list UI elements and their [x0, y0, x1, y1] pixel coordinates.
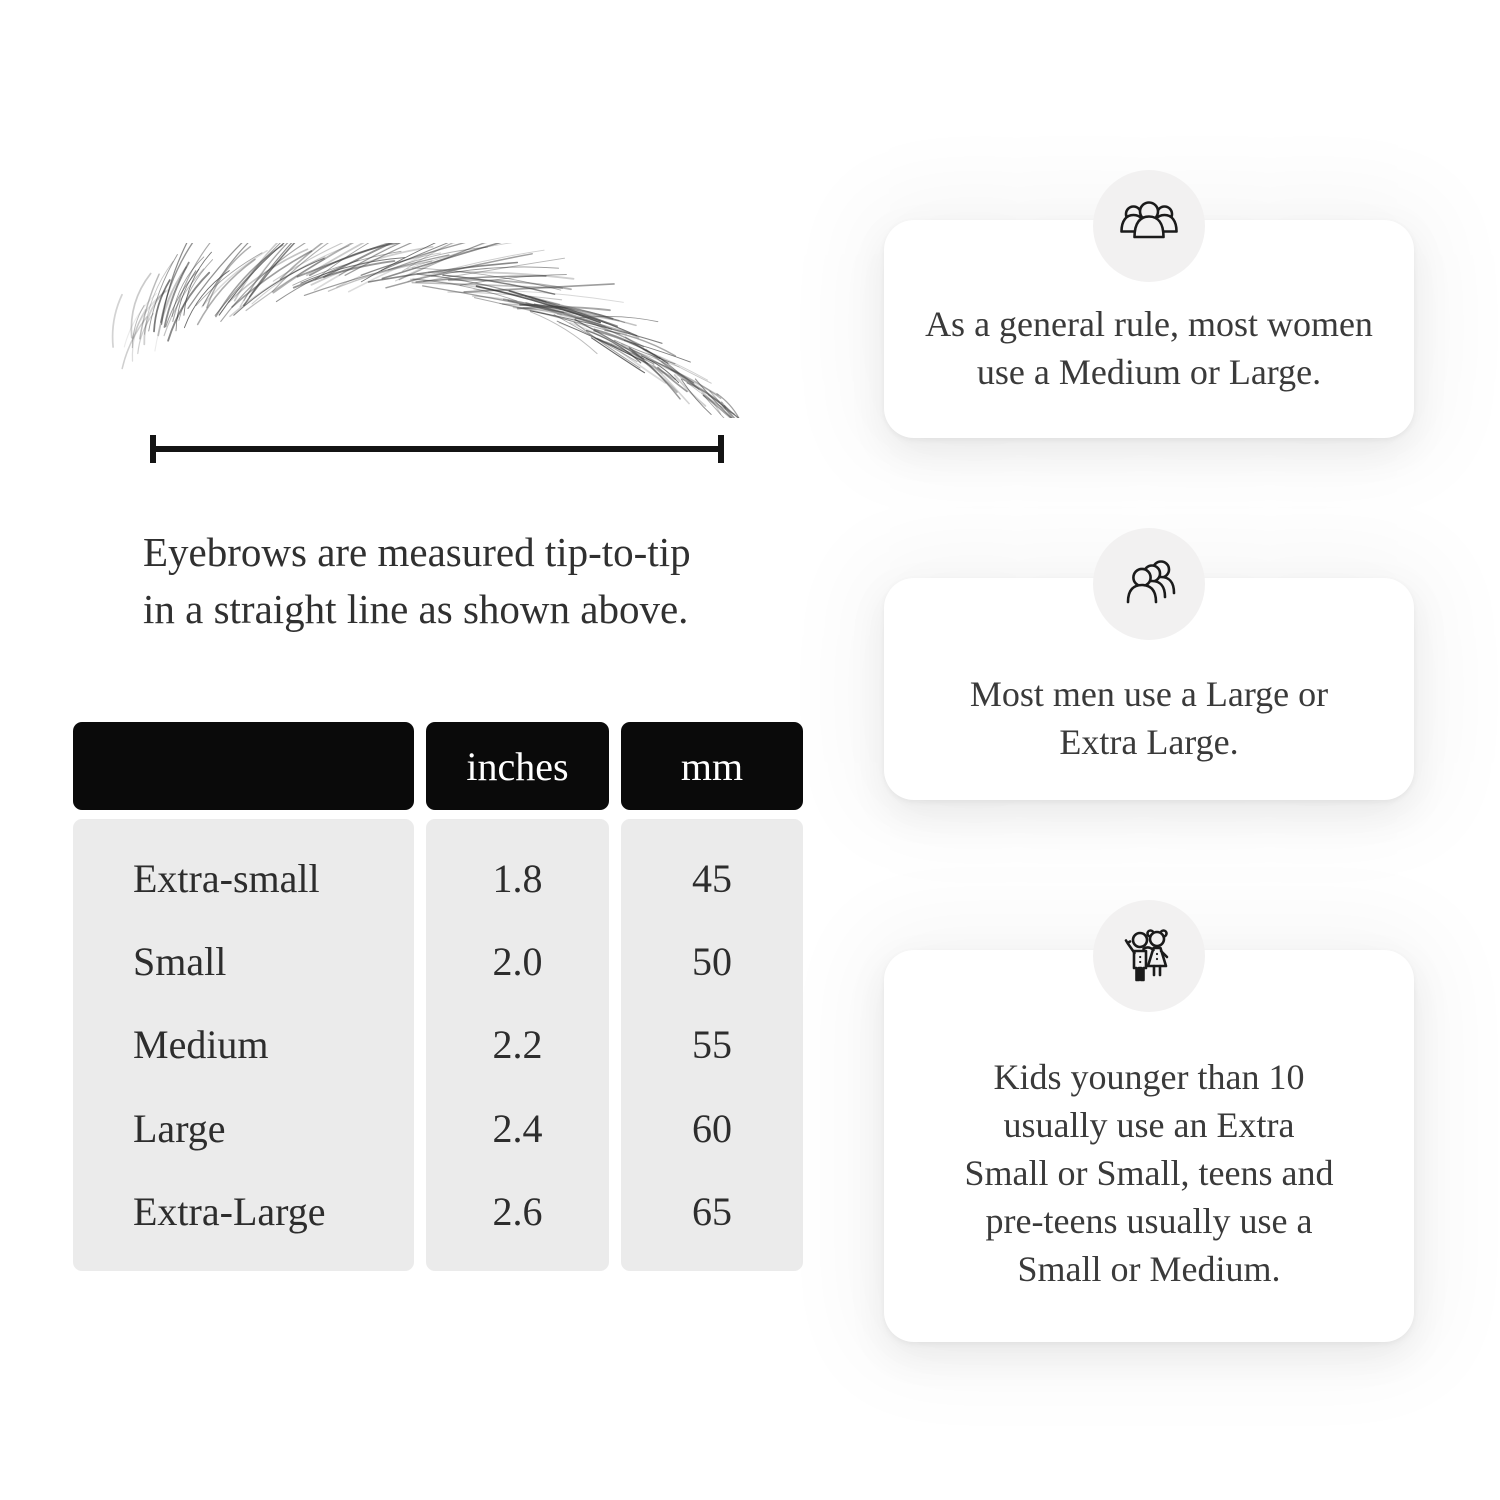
card-text-line: Kids younger than 10	[993, 1057, 1305, 1097]
card-text-line: As a general rule, most women	[925, 304, 1373, 344]
card-text-line: Small or Medium.	[1017, 1249, 1281, 1289]
mm-cell: 45	[692, 856, 732, 902]
inches-cell: 2.0	[492, 939, 543, 985]
mm-cell: 55	[692, 1022, 732, 1068]
card-text-line: usually use an Extra	[1003, 1105, 1295, 1145]
inches-column	[426, 819, 609, 1271]
card-women	[884, 220, 1414, 438]
header-cell-mm: mm	[621, 722, 803, 810]
inches-cell: 2.6	[492, 1188, 543, 1234]
men-group-icon	[1093, 528, 1205, 640]
size-cell: Extra-small	[133, 856, 320, 902]
card-text-line: Extra Large.	[1059, 722, 1239, 762]
card-text-line: Most men use a Large or	[969, 674, 1329, 714]
measurement-line	[152, 446, 722, 452]
mm-column	[621, 819, 803, 1271]
size-cell: Extra-Large	[133, 1188, 326, 1234]
caption-line-2: in a straight line as shown above.	[143, 586, 689, 632]
mm-cell: 50	[692, 939, 732, 985]
card-text-line: pre-teens usually use a	[985, 1201, 1313, 1241]
size-column	[73, 819, 414, 1271]
size-cell: Medium	[133, 1022, 269, 1068]
size-table-body	[73, 819, 803, 1271]
size-cell: Large	[133, 1105, 226, 1151]
card-men	[884, 578, 1414, 800]
mm-cell: 65	[692, 1188, 732, 1234]
caption-line-1: Eyebrows are measured tip-to-tip	[143, 529, 691, 575]
size-cell: Small	[133, 939, 227, 985]
mm-cell: 60	[692, 1105, 732, 1151]
inches-cell: 2.2	[492, 1022, 543, 1068]
header-cell-inches: inches	[426, 722, 609, 810]
eyebrow-hairs	[110, 243, 740, 418]
card-text-line: Small or Small, teens and	[964, 1153, 1334, 1193]
card-text-line: use a Medium or Large.	[976, 352, 1322, 392]
kids-icon	[1093, 900, 1205, 1012]
measure-tick-right	[718, 435, 724, 463]
card-kids	[884, 950, 1414, 1342]
inches-cell: 1.8	[492, 856, 543, 902]
measure-tick-left	[150, 435, 156, 463]
women-group-icon	[1093, 170, 1205, 282]
measure-caption	[143, 524, 691, 638]
header-cell-blank	[73, 722, 414, 810]
eyebrow-illustration	[110, 243, 740, 418]
inches-cell: 2.4	[492, 1105, 543, 1151]
size-table-header	[73, 722, 803, 810]
size-table	[73, 722, 803, 1271]
